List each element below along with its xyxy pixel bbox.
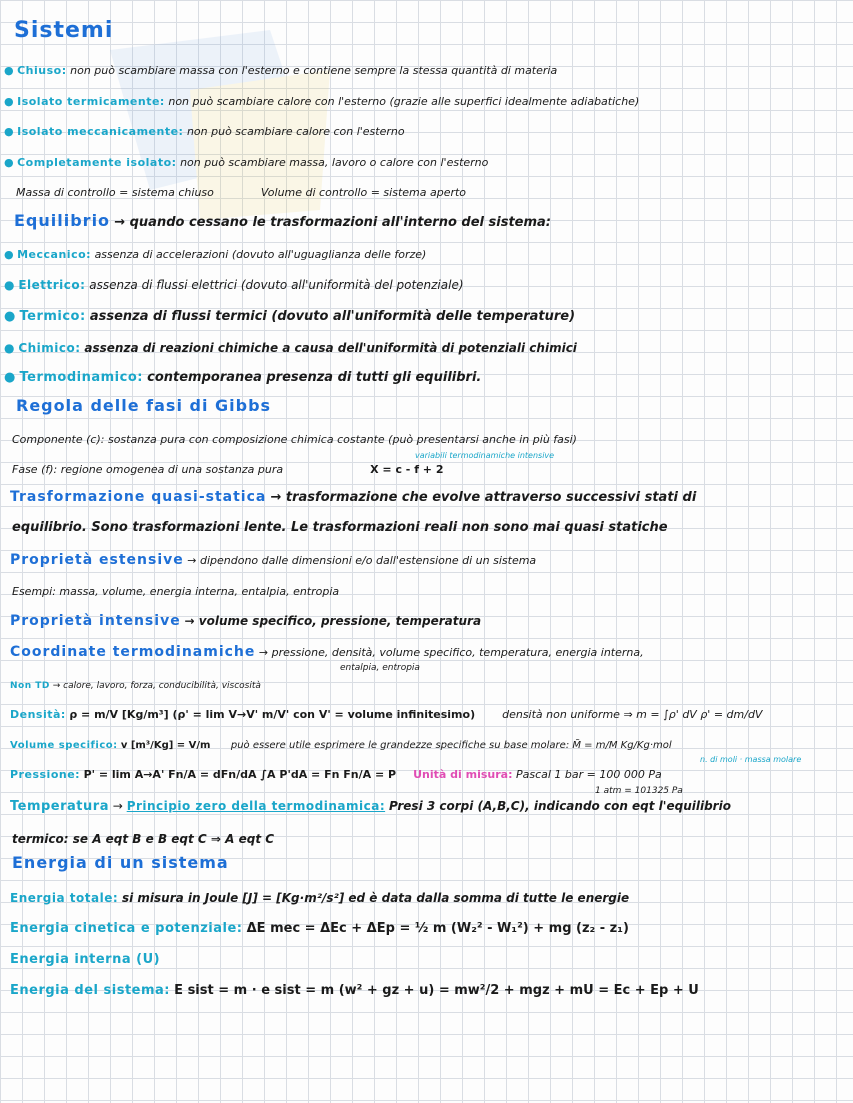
gibbs-componente: Componente (c): sostanza pura con composizione chimica costante (può presentarsi anche in più fasi): [12, 433, 577, 446]
pressione-line: [10, 768, 662, 782]
quasistatica-line1: [10, 490, 696, 505]
eq-meccanico: [4, 248, 426, 262]
eq-termodinamico: [4, 371, 481, 385]
gibbs-fase: [12, 463, 444, 477]
volume-line: [10, 739, 672, 753]
energia-interna-title: Energia interna (U): [10, 952, 161, 967]
densita-line: [10, 708, 762, 722]
def-chiuso: non può scambiare massa con l'esterno e contiene sempre la stessa quantità di materia: [70, 64, 558, 77]
intensive-line: [10, 614, 481, 628]
pressione-units: Pascal 1 bar = 100 000 Pa: [515, 768, 662, 781]
non-td-line: [10, 679, 261, 693]
system-completamente-isolato: [4, 156, 488, 170]
def-chimico: assenza di reazioni chimiche a causa dell'uniformità di potenziali chimici: [84, 341, 577, 355]
equilibrio-title: Equilibrio: [14, 211, 111, 230]
energia-sistema-title: Energia del sistema:: [10, 983, 171, 998]
temperatura-title: Temperatura: [10, 799, 109, 814]
quasistatica-title: Trasformazione quasi-statica: [10, 489, 267, 505]
energia-interna-line: [10, 953, 160, 967]
term-termodinamico: Termodinamico:: [19, 370, 143, 385]
volume-formula: v [m³/Kg] = V/m: [120, 740, 211, 751]
gibbs-formula: X = c - f + 2: [370, 463, 444, 476]
temperatura-line2: termico: se A eqt B e B eqt C ⇒ A eqt C: [12, 832, 275, 846]
def-isolato-meccanicamente: non può scambiare calore con l'esterno: [186, 125, 405, 138]
energia-cinetica-line: [10, 922, 629, 936]
esempi-line: Esempi: massa, volume, energia interna, entalpia, entropia: [12, 585, 340, 598]
volume-title: Volume specifico:: [10, 740, 118, 751]
gibbs-note: variabili termodinamiche intensive: [415, 451, 555, 460]
system-isolato-termicamente: [4, 95, 639, 109]
densita-title: Densità:: [10, 708, 66, 721]
coordinate-text: → pressione, densità, volume specifico, temperatura, energia interna,: [258, 646, 644, 659]
term-elettrico: Elettrico:: [18, 278, 86, 292]
estensive-line: [10, 553, 536, 568]
volume-controllo: Volume di controllo = sistema aperto: [260, 186, 467, 199]
densita-formula: ρ = m/V [Kg/m³] (ρ' = lim V→V' m/V' con V' = volume infinitesimo): [69, 708, 476, 721]
bullet-icon: ●: [4, 156, 14, 169]
pressione-title: Pressione:: [10, 768, 81, 781]
def-completamente-isolato: non può scambiare massa, lavoro o calore con l'esterno: [180, 156, 489, 169]
coordinate-line: [10, 645, 644, 660]
energia-sistema-formula: E sist = m · e sist = m (w² + gz + u) = mw²/2 + mgz + mU = Ec + Ep + U: [174, 983, 699, 998]
non-td-title: Non TD: [10, 681, 50, 691]
intensive-title: Proprietà intensive: [10, 613, 181, 629]
bullet-icon: ●: [4, 341, 15, 355]
volume-text: può essere utile esprimere le grandezze specifiche su base molare: M̃ = m/M Kg/Kg·mol: [230, 740, 672, 751]
coordinate-text2: entalpia, entropia: [340, 663, 420, 673]
coordinate-title: Coordinate termodinamiche: [10, 644, 256, 660]
term-chiuso: Chiuso:: [17, 64, 67, 77]
quasistatica-line2: equilibrio. Sono trasformazioni lente. Le trasformazioni reali non sono mai quasi statiche: [12, 520, 668, 535]
energia-cinetica-title: Energia cinetica e potenziale:: [10, 921, 243, 936]
term-chimico: Chimico:: [18, 341, 81, 355]
term-meccanico: Meccanico:: [17, 248, 92, 261]
eq-chimico: [4, 341, 577, 355]
estensive-text: → dipendono dalle dimensioni e/o dall'estensione di un sistema: [187, 554, 537, 567]
def-termico: assenza di flussi termici (dovuto all'uniformità delle temperature): [89, 309, 576, 324]
control-line: [16, 186, 466, 200]
unita-misura-title: Unità di misura:: [413, 768, 513, 781]
non-td-text: → calore, lavoro, forza, conducibilità, viscosità: [52, 681, 261, 691]
pressione-atm: 1 atm = 101325 Pa: [595, 786, 683, 796]
term-isolato-termicamente: Isolato termicamente:: [17, 95, 165, 108]
temperatura-text: Presi 3 corpi (A,B,C), indicando con eqt l'equilibrio: [388, 799, 731, 813]
estensive-title: Proprietà estensive: [10, 552, 184, 568]
system-chiuso: [4, 64, 557, 78]
equilibrio-heading: [14, 211, 551, 230]
gibbs-heading: Regola delle fasi di Gibbs: [16, 396, 272, 415]
term-completamente-isolato: Completamente isolato:: [17, 156, 177, 169]
energia-totale-title: Energia totale:: [10, 891, 119, 905]
eq-termico: [4, 310, 575, 324]
bullet-icon: ●: [4, 125, 14, 138]
energia-totale-text: si misura in Joule [J] = [Kg·m²/s²] ed è data dalla somma di tutte le energie: [121, 891, 630, 905]
bullet-icon: ●: [4, 309, 16, 324]
bullet-icon: ●: [4, 278, 15, 292]
bullet-icon: ●: [4, 95, 14, 108]
massa-controllo: Massa di controllo = sistema chiuso: [16, 186, 214, 199]
term-isolato-meccanicamente: Isolato meccanicamente:: [17, 125, 184, 138]
bullet-icon: ●: [4, 370, 16, 385]
def-termodinamico: contemporanea presenza di tutti gli equilibri.: [147, 370, 482, 385]
densita-extra: densità non uniforme ⇒ m = ∫ρ' dV ρ' = dm/dV: [502, 708, 763, 721]
intensive-text: → volume specifico, pressione, temperatura: [184, 614, 482, 628]
temperatura-line: Temperatura → Principio zero della termodinamica: Presi 3 corpi (A,B,C), indicando con eqt l'equilibrio: [10, 799, 731, 814]
volume-note: n. di moli · massa molare: [700, 755, 802, 764]
bullet-icon: ●: [4, 64, 14, 77]
pressione-formula: P' = lim A→A' Fn/A = dFn/dA ∫A P'dA = Fn Fn/A = P: [83, 768, 397, 781]
def-elettrico: assenza di flussi elettrici (dovuto all'uniformità del potenziale): [89, 278, 464, 292]
eq-elettrico: [4, 278, 464, 292]
bullet-icon: ●: [4, 248, 14, 261]
energia-cinetica-formula: ΔE mec = ΔEc + ΔEp = ½ m (W₂² - W₁²) + mg (z₂ - z₁): [246, 921, 629, 936]
quasistatica-text1: → trasformazione che evolve attraverso successivi stati di: [270, 490, 697, 505]
page-title: Sistemi: [14, 18, 114, 43]
system-isolato-meccanicamente: [4, 125, 405, 139]
def-meccanico: assenza di accelerazioni (dovuto all'uguaglianza delle forze): [94, 248, 427, 261]
principio-zero-link: Principio zero della termodinamica:: [126, 799, 386, 813]
energia-totale-line: [10, 891, 629, 905]
term-termico: Termico:: [19, 309, 86, 324]
energia-heading: Energia di un sistema: [12, 853, 229, 872]
equilibrio-text: → quando cessano le trasformazioni all'interno del sistema:: [114, 215, 551, 230]
def-isolato-termicamente: non può scambiare calore con l'esterno (grazie alle superfici idealmente adiabatiche): [168, 95, 640, 108]
energia-sistema-line: [10, 984, 699, 998]
fase-text: Fase (f): regione omogenea di una sostanza pura: [12, 463, 284, 476]
